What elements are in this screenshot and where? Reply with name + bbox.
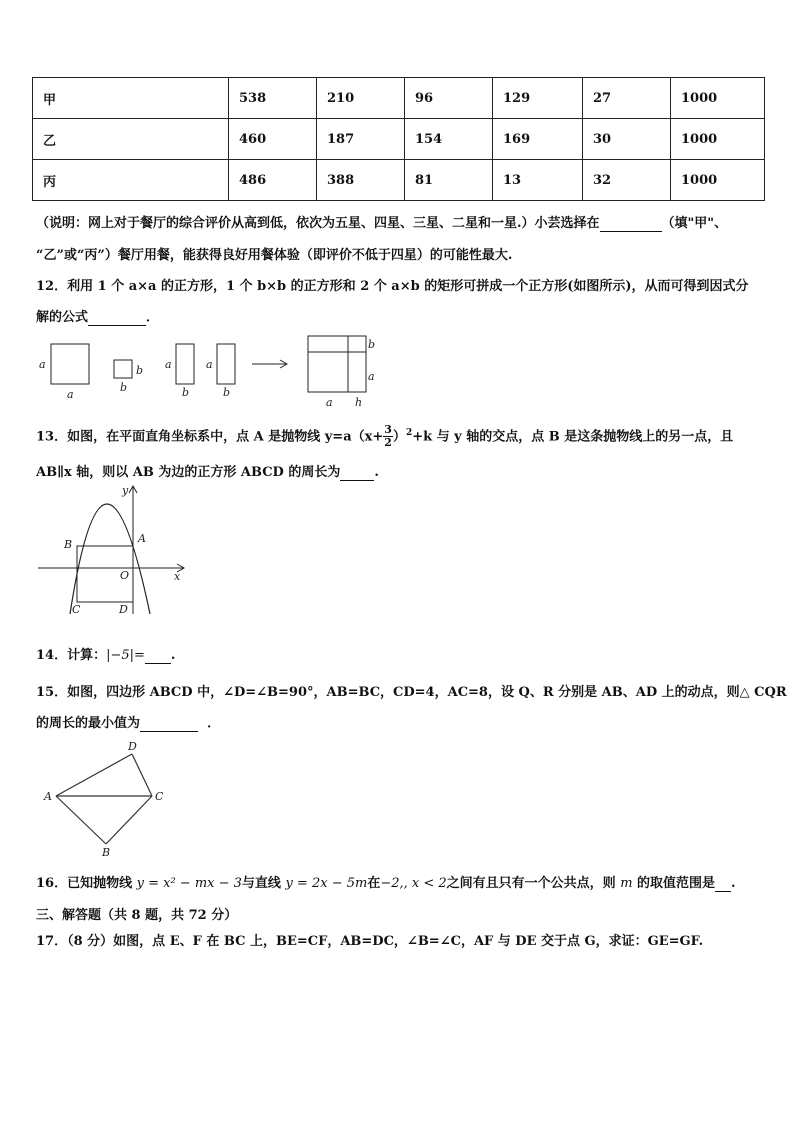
q16-text-end: .	[731, 876, 736, 891]
q16-expression: y = 2x − 5m	[285, 876, 368, 891]
label-D: D	[119, 603, 128, 616]
table-cell: 460	[229, 119, 317, 160]
q13-figure	[34, 480, 194, 618]
table-cell: 129	[493, 78, 583, 119]
q16-text: 之间有且只有一个公共点，则	[446, 876, 621, 891]
square-a	[51, 344, 89, 384]
label-C: C	[72, 603, 81, 616]
table-cell: 1000	[671, 119, 765, 160]
q12-text: 解的公式	[36, 310, 89, 325]
label-B: B	[102, 846, 111, 859]
q14-line	[36, 644, 175, 664]
q15-line-1: 15．如图，四边形 ABCD 中，∠D=∠B=90°，AB=BC，CD=4，AC=8，设 Q、R 分别是 AB、AD 上的动点，则△ CQR	[36, 685, 787, 700]
q12-text-end: ．	[146, 310, 160, 325]
q13-line-2	[36, 461, 379, 481]
table-cell: 丙	[33, 160, 229, 201]
label-A: A	[44, 790, 52, 803]
q15-figure	[36, 740, 186, 860]
note-line-1	[36, 212, 727, 232]
q12-figure	[36, 334, 396, 410]
table-cell: 187	[317, 119, 405, 160]
label-C: C	[155, 790, 164, 803]
label-b-rect2: b	[223, 386, 231, 399]
rating-table	[32, 77, 765, 201]
rectangle-ab-1	[176, 344, 194, 384]
table-cell: 甲	[33, 78, 229, 119]
q16-text: 16．已知抛物线	[36, 876, 137, 891]
q14-text: 14．计算：	[36, 648, 107, 663]
superscript: 2	[405, 428, 413, 438]
table-cell: 486	[229, 160, 317, 201]
table-cell: 13	[493, 160, 583, 201]
label-b-rect1: b	[182, 386, 190, 399]
note-text: （说明：网上对于餐厅的综合评价从高到低，依次为五星、四星、三星、二星和一星.）小芸选择在	[36, 216, 600, 231]
composite-square	[308, 336, 366, 392]
fraction	[383, 424, 393, 449]
table-cell: 1000	[671, 160, 765, 201]
label-b-bottom: b	[120, 381, 128, 394]
table-cell: 30	[583, 119, 671, 160]
label-A: A	[138, 532, 146, 545]
answer-blank	[715, 876, 731, 892]
note-text: （填"甲"、	[661, 216, 728, 231]
answer-blank	[140, 716, 198, 732]
label-a-side: a	[39, 358, 46, 371]
q12-line-1: 12．利用 1 个 a×a 的正方形，1 个 b×b 的正方形和 2 个 a×b 的矩形可拼成一个正方形(如图所示)，从而可得到因式分	[36, 279, 749, 294]
q13-text-paren: ）	[392, 429, 406, 445]
q13-text: +k 与 y 轴的交点，点 B 是这条抛物线上的另一点，且	[412, 429, 734, 445]
label-a-bottom: a	[67, 388, 74, 401]
q15-line-2	[36, 712, 220, 732]
q14-text-end: .	[170, 648, 176, 663]
table-cell: 96	[405, 78, 493, 119]
q12-line-2	[36, 306, 159, 326]
label-b-side: b	[136, 364, 144, 377]
q16-line	[36, 872, 736, 892]
table-row	[33, 119, 765, 160]
label-x: x	[174, 570, 181, 583]
q16-text: 在	[367, 876, 381, 891]
square-b	[114, 360, 132, 378]
table-cell: 81	[405, 160, 493, 201]
parabola	[70, 504, 150, 614]
q17-line: 17．（8 分）如图，点 E、F 在 BC 上，BE=CF，AB=DC，∠B=∠C，AF 与 DE 交于点 G，求证：GE=GF.	[36, 934, 704, 949]
fraction-denominator: 2	[384, 436, 392, 450]
q14-expression: |−5|=	[106, 648, 145, 663]
table-cell: 27	[583, 78, 671, 119]
q13-line-1	[36, 418, 733, 452]
q15-text: 的周长的最小值为	[36, 716, 141, 731]
label-y: y	[122, 484, 129, 497]
q16-expression: m	[620, 876, 633, 891]
table-cell: 169	[493, 119, 583, 160]
q13-text: 13．如图，在平面直角坐标系中，点 A 是抛物线 y=a（x+	[36, 429, 384, 445]
note-line-2: “乙”或“丙”）餐厅用餐，能获得良好用餐体验（即评价不低于四星）的可能性最大.	[36, 248, 513, 263]
label-O: O	[120, 569, 130, 582]
answer-blank	[600, 216, 662, 232]
q15-text-end: ．	[207, 716, 221, 731]
label-h-under: h	[355, 396, 363, 409]
table-cell: 388	[317, 160, 405, 201]
answer-blank	[88, 310, 146, 326]
q13-text: AB∥x 轴，则以 AB 为边的正方形 ABCD 的周长为	[36, 465, 341, 480]
table-row	[33, 160, 765, 201]
rectangle-ab-2	[217, 344, 235, 384]
q16-expression: y = x² − mx − 3	[136, 876, 242, 891]
arrow-right-icon	[252, 360, 287, 368]
label-a-rect2: a	[206, 358, 213, 371]
label-D: D	[128, 740, 137, 753]
label-B: B	[64, 538, 73, 551]
q16-text: 的取值范围是	[632, 876, 716, 891]
section-heading: 三、解答题（共 8 题，共 72 分）	[36, 908, 238, 923]
q13-text-end: .	[374, 465, 379, 480]
table-cell: 154	[405, 119, 493, 160]
label-a-rect1: a	[165, 358, 172, 371]
label-a-right: a	[368, 370, 375, 383]
table-cell: 538	[229, 78, 317, 119]
answer-blank	[145, 648, 171, 664]
table-row	[33, 78, 765, 119]
fraction-numerator: 3	[384, 423, 392, 437]
label-a-under: a	[326, 396, 333, 409]
table-cell: 1000	[671, 78, 765, 119]
answer-blank	[340, 465, 374, 481]
table-cell: 210	[317, 78, 405, 119]
q16-text: 与直线	[241, 876, 286, 891]
table-cell: 32	[583, 160, 671, 201]
label-b-right: b	[368, 338, 376, 351]
table-cell: 乙	[33, 119, 229, 160]
q16-expression: −2,, x < 2	[380, 876, 447, 891]
